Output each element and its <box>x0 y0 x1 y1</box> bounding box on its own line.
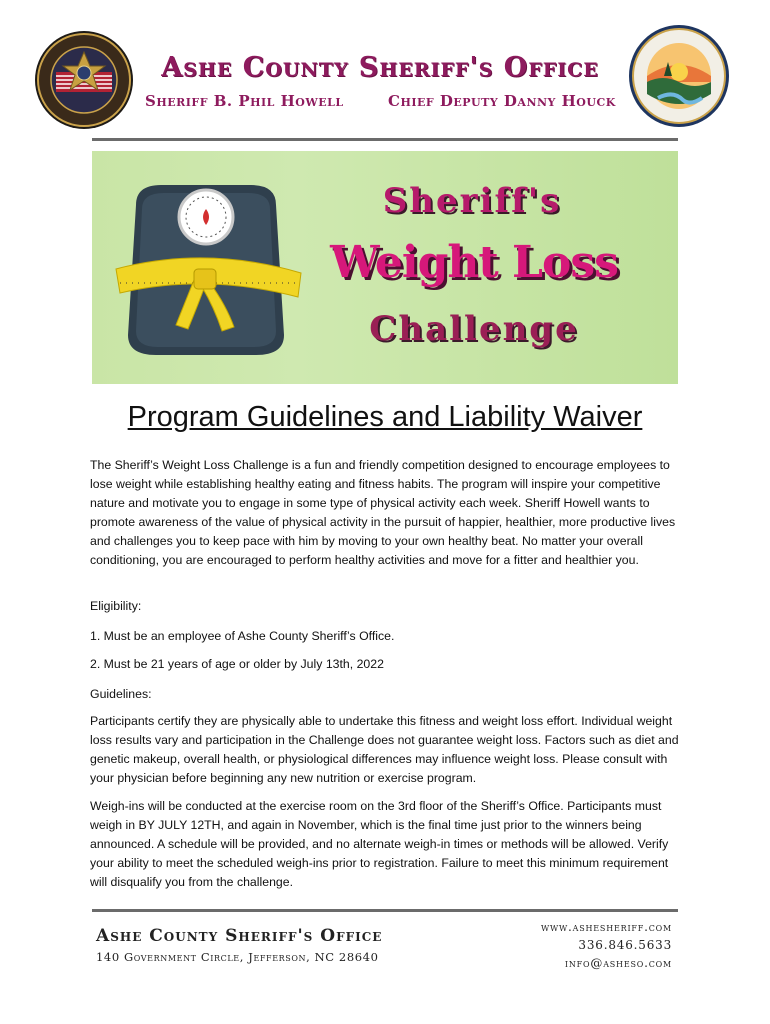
footer-phone: 336.846.5633 <box>578 938 672 952</box>
office-title: Ashe County Sheriff's Office <box>161 52 599 83</box>
guideline-paragraph: Weigh-ins will be conducted at the exercise room on the 3rd floor of the Sheriff’s Office. Participants must weigh in BY JULY 12TH, and again in November, which is the final time just prior to the winners being announced. A schedule will be provided, and no alternate weigh-in times or methods will be allowed. Verify your ability to meet the scheduled weigh-ins prior to registration. Failure to meet this minimum requirement will disqualify you from the challenge. <box>90 799 669 889</box>
sheriff-name: Sheriff B. Phil Howell <box>145 92 344 110</box>
footer-office-name: Ashe County Sheriff's Office <box>96 926 383 946</box>
challenge-banner <box>92 151 678 384</box>
banner-challenge: Challenge <box>369 309 579 349</box>
intro-paragraph: The Sheriff’s Weight Loss Challenge is a fun and friendly competition designed to encourage employees to lose weight while establishing healthy eating and fitness habits. The program will inspire your competitive nature and motivate you to engage in some type of physical activity each week. Sheriff Howell wants to promote awareness of the value of physical activity in the pursuit of happier, healthier, more productive lives and challenges you to keep pace with him by moving to your own healthy beat. No matter your overall conditioning, you are encouraged to perform healthy activities and move for a fitter and healthier you. <box>90 458 676 567</box>
header-divider <box>92 138 678 141</box>
guideline-paragraph: Participants certify they are physically able to undertake this fitness and weight loss effort. Individual weight loss results vary and participation in the Challenge does not guarantee weight loss. Factors such as diet and genetic makeup, overall health, or physiological differences may influence weight loss. Please consult with your physician before beginning any new nutrition or exercise program. <box>90 714 679 785</box>
footer-address: 140 Government Circle, Jefferson, NC 28640 <box>96 950 379 964</box>
document-title: Program Guidelines and Liability Waiver <box>127 401 643 433</box>
banner-sheriffs: Sheriff's <box>382 181 562 221</box>
banner-weight-loss: Weight Loss <box>330 237 618 288</box>
eligibility-heading: Eligibility: <box>90 599 142 613</box>
eligibility-item: 1. Must be an employee of Ashe County Sheriff’s Office. <box>90 629 395 643</box>
eligibility-item: 2. Must be 21 years of age or older by July 13th, 2022 <box>90 657 384 671</box>
sheriff-office-seal-left <box>34 30 134 130</box>
guidelines-heading: Guidelines: <box>90 687 152 701</box>
footer-website-link[interactable]: www.ashesheriff.com <box>540 920 672 934</box>
ashe-county-seal-right <box>628 24 730 128</box>
footer-divider <box>92 909 678 912</box>
footer-email-link[interactable]: info@asheso.com <box>564 956 672 970</box>
chief-deputy-name: Chief Deputy Danny Houck <box>388 92 616 110</box>
